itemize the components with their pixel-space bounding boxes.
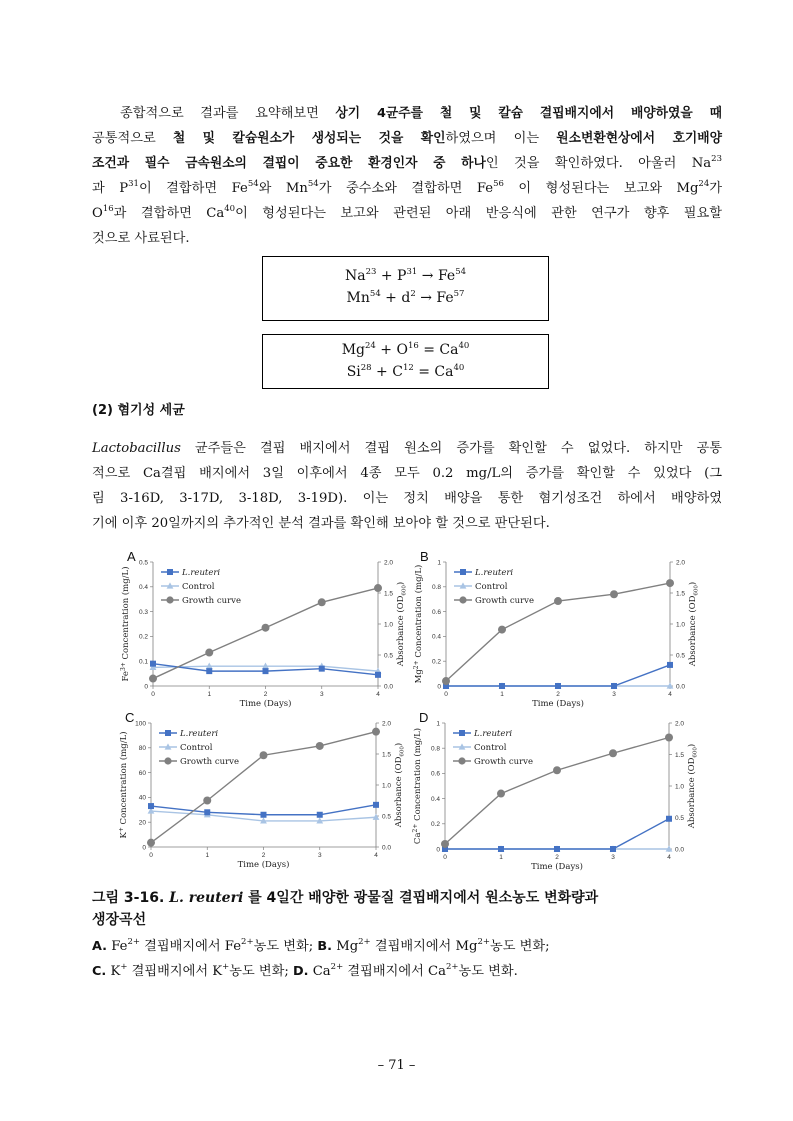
x-tick-label: 0 <box>443 854 447 861</box>
chart-panel-a <box>115 545 408 713</box>
data-point-lreuteri <box>204 809 210 815</box>
subcaption-ab <box>92 935 550 954</box>
y2-label-main: Absorbance (OD <box>394 756 404 828</box>
legend-marker-circle <box>458 757 465 764</box>
chart-panel-d <box>410 708 710 880</box>
y-tick-label: 0.4 <box>431 633 441 641</box>
figure-caption <box>92 887 732 931</box>
superscript: + <box>120 962 128 972</box>
superscript: 23 <box>365 267 377 277</box>
y-tick-label: 0.2 <box>430 821 440 829</box>
data-point-growth <box>372 728 380 736</box>
y2-axis-label <box>686 744 699 830</box>
text-run: 농도 변화; <box>489 939 550 954</box>
y-tick-label: 0.8 <box>430 745 440 753</box>
text-line <box>92 201 722 226</box>
y-axis-label <box>412 728 423 844</box>
text-run: 공통적으로 <box>92 131 173 146</box>
text-run: 인 것을 확인하였다. 아울러 Na <box>485 156 712 171</box>
data-point-lreuteri <box>263 668 269 674</box>
text-line <box>92 511 722 536</box>
x-tick-label: 3 <box>611 854 615 861</box>
text-run: 결핍배지에서 K <box>127 964 223 979</box>
superscript: 28 <box>360 363 372 373</box>
superscript: 54 <box>247 179 259 189</box>
bold-run: 조건과 필수 금속원소의 결핍이 중요한 환경인자 중 하나 <box>92 156 486 171</box>
text-line <box>92 486 722 511</box>
text-run: + O <box>375 342 408 358</box>
y-label-sup: 2+ <box>412 823 419 833</box>
data-point-lreuteri <box>611 683 617 689</box>
legend-marker-square <box>167 569 173 575</box>
text-run: 농도 변화; <box>229 964 294 979</box>
text-line <box>92 101 722 126</box>
y2-label-rest: ) <box>688 581 698 586</box>
superscript: 12 <box>402 363 414 373</box>
data-point-growth <box>498 626 506 634</box>
y2-label-sub: 600 <box>693 585 700 596</box>
x-tick-label: 4 <box>668 691 672 698</box>
y-tick-label: 0.6 <box>430 770 440 778</box>
bold-run: 철 및 칼슘원소가 생성되는 것을 확인 <box>172 131 446 146</box>
caption-line2: 생장곡선 <box>92 912 147 928</box>
y2-tick-label: 1.5 <box>675 751 685 759</box>
superscript: 2+ <box>241 937 254 947</box>
text-run: O <box>92 206 103 221</box>
data-point-lreuteri <box>206 668 212 674</box>
bold-run: B. <box>317 939 332 954</box>
y-label-rest: Concentration (mg/L) <box>119 731 129 828</box>
y2-tick-label: 0.0 <box>384 683 394 691</box>
text-run: 종합적으로 결과를 요약해보면 <box>120 106 336 121</box>
legend-label: Control <box>180 743 213 753</box>
x-tick-label: 4 <box>376 691 380 698</box>
text-run: Mg <box>341 342 365 358</box>
y2-tick-label: 0.5 <box>382 813 392 821</box>
y2-label-rest: ) <box>687 743 697 748</box>
superscript: 40 <box>458 341 470 351</box>
data-point-lreuteri <box>555 683 561 689</box>
data-point-lreuteri <box>498 846 504 852</box>
y-tick-label: 20 <box>138 819 146 827</box>
legend-marker-circle <box>459 596 466 603</box>
y-axis-label <box>118 731 129 838</box>
summary-paragraph <box>92 101 722 251</box>
data-point-lreuteri <box>667 662 673 668</box>
data-point-growth <box>609 749 617 757</box>
text-line <box>92 126 722 151</box>
text-run: 하였으며 이는 <box>445 131 557 146</box>
anaerobic-paragraph <box>92 436 722 536</box>
y2-tick-label: 1.5 <box>676 590 686 598</box>
legend-label: Growth curve <box>475 596 534 606</box>
y-tick-label: 0.1 <box>138 658 148 666</box>
y-tick-label: 0.5 <box>138 559 148 567</box>
text-run: K <box>106 964 121 979</box>
data-point-lreuteri <box>261 812 267 818</box>
y2-tick-label: 0.5 <box>384 652 394 660</box>
data-point-growth <box>149 675 157 683</box>
legend-label: Growth curve <box>474 757 533 767</box>
text-run: Na <box>344 268 366 284</box>
y-label-sup: 2+ <box>413 660 420 670</box>
data-point-growth <box>610 590 618 598</box>
y-tick-label: 0.4 <box>430 795 440 803</box>
bold-run: C. <box>92 964 107 979</box>
text-line <box>92 151 722 176</box>
text-run: = Ca <box>418 342 459 358</box>
x-tick-label: 4 <box>374 852 378 859</box>
y2-label-rest: ) <box>394 742 404 747</box>
y-tick-label: 0.3 <box>138 608 148 616</box>
text-run: = Ca <box>413 364 454 380</box>
data-point-growth <box>553 766 561 774</box>
y2-tick-label: 0.0 <box>676 683 686 691</box>
data-point-lreuteri <box>373 802 379 808</box>
y2-tick-label: 1.5 <box>382 751 392 759</box>
y-tick-label: 1 <box>437 559 441 567</box>
y2-label-sub: 600 <box>399 746 406 757</box>
page-number: – 71 – <box>377 1058 416 1073</box>
text-run: Mg <box>332 939 359 954</box>
y2-tick-label: 2.0 <box>382 720 392 728</box>
legend-marker-square <box>460 569 466 575</box>
data-point-lreuteri <box>554 846 560 852</box>
y2-tick-label: 1.5 <box>384 590 394 598</box>
text-line <box>263 361 548 383</box>
data-point-growth <box>497 790 505 798</box>
superscript: 31 <box>128 179 139 189</box>
y2-tick-label: 0.0 <box>675 846 685 854</box>
y2-tick-label: 0.0 <box>382 844 392 852</box>
text-run: 이 형성된다는 보고와 Mg <box>503 181 699 196</box>
data-point-growth <box>554 597 562 605</box>
x-tick-label: 3 <box>319 691 324 698</box>
legend-marker-circle <box>166 596 173 603</box>
data-point-growth <box>665 733 673 741</box>
text-run: 이 결합하면 Fe <box>138 181 248 196</box>
y-tick-label: 60 <box>138 769 146 777</box>
y2-tick-label: 1.0 <box>382 782 392 790</box>
text-run: 농도 변화. <box>458 964 518 979</box>
x-tick-label: 4 <box>667 854 671 861</box>
y-axis-label <box>120 566 131 681</box>
x-axis-label: Time (Days) <box>239 699 292 709</box>
data-point-lreuteri <box>150 661 156 667</box>
data-point-growth <box>374 584 382 592</box>
x-tick-label: 2 <box>263 691 268 698</box>
y-label-rest: Concentration (mg/L) <box>413 727 423 824</box>
data-point-growth <box>262 624 270 632</box>
text-run: + d <box>380 290 411 306</box>
y-tick-label: 0 <box>436 846 440 854</box>
y-tick-label: 0.2 <box>431 658 441 666</box>
superscript: 54 <box>369 289 381 299</box>
x-tick-label: 2 <box>261 852 266 859</box>
text-run: 와 Mn <box>258 181 308 196</box>
x-tick-label: 1 <box>207 691 212 698</box>
data-point-lreuteri <box>610 846 616 852</box>
text-run: 가 중수소와 결합하면 Fe <box>318 181 494 196</box>
y-label-rest: Concentration (mg/L) <box>121 566 131 663</box>
text-run: → Fe <box>415 290 454 306</box>
superscript: 23 <box>711 154 722 164</box>
y2-label-rest: ) <box>396 581 406 586</box>
text-run: + C <box>371 364 403 380</box>
legend-label: L.reuteri <box>474 729 513 739</box>
data-point-growth <box>316 742 324 750</box>
text-run: 결핍배지에서 Fe <box>139 939 242 954</box>
y2-label-sub: 600 <box>692 747 699 758</box>
superscript: 2+ <box>127 937 140 947</box>
data-point-growth <box>203 797 211 805</box>
legend-label: L.reuteri <box>180 729 219 739</box>
text-line <box>92 461 722 486</box>
data-point-lreuteri <box>375 672 381 678</box>
y2-tick-label: 2.0 <box>675 720 685 728</box>
data-point-lreuteri <box>148 803 154 809</box>
y-label-sup: + <box>118 827 125 833</box>
y-tick-label: 0.2 <box>138 633 148 641</box>
text-run: → Fe <box>417 268 456 284</box>
legend-marker-square <box>459 730 465 736</box>
superscript: 2 <box>410 289 416 299</box>
data-point-growth <box>442 677 450 685</box>
bold-run: D. <box>293 964 309 979</box>
x-tick-label: 1 <box>500 691 504 698</box>
y2-tick-label: 0.5 <box>675 814 685 822</box>
text-run: 과 결합하면 Ca <box>113 206 225 221</box>
x-axis-label: Time (Days) <box>531 862 583 872</box>
y-tick-label: 0.8 <box>431 584 441 592</box>
y-tick-label: 0.4 <box>138 584 148 592</box>
text-run: 결핍배지에서 Mg <box>370 939 478 954</box>
superscript: 2+ <box>477 937 490 947</box>
panel-letter: D <box>419 710 429 725</box>
legend-label: Growth curve <box>180 757 239 767</box>
data-point-lreuteri <box>499 683 505 689</box>
x-tick-label: 2 <box>555 854 559 861</box>
data-point-growth <box>147 839 155 847</box>
italic-run: Lactobacillus <box>92 441 181 456</box>
text-run: 기에 이후 20일까지의 추가적인 분석 결과를 확인해 보아야 할 것으로 판단된다. <box>92 516 550 531</box>
text-run: Ca <box>308 964 331 979</box>
text-line <box>263 265 548 287</box>
bold-run: A. <box>92 939 108 954</box>
text-run: 이 형성된다는 보고와 관련된 아래 반응식에 관한 연구가 향후 필요할 <box>235 206 722 221</box>
superscript: + <box>222 962 230 972</box>
y-tick-label: 40 <box>138 794 146 802</box>
data-point-lreuteri <box>666 816 672 822</box>
data-point-growth <box>441 840 449 848</box>
caption-prefix: 그림 3-16. <box>92 890 170 906</box>
y2-tick-label: 0.5 <box>676 652 686 660</box>
superscript: 54 <box>455 267 467 277</box>
text-run: 적으로 Ca결핍 배지에서 3일 이후에서 4종 모두 0.2 mg/L의 증가를 확인할 수 있었다 (그 <box>92 466 722 481</box>
subcaption-cd <box>92 960 518 979</box>
text-line <box>92 176 722 201</box>
panel-letter: C <box>125 710 135 725</box>
y2-label-main: Absorbance (OD <box>688 595 698 667</box>
superscript: 54 <box>307 179 319 189</box>
data-point-lreuteri <box>317 812 323 818</box>
superscript: 57 <box>453 289 465 299</box>
y-tick-label: 0.6 <box>431 608 441 616</box>
legend-label: Control <box>474 743 507 753</box>
x-tick-label: 0 <box>149 852 153 859</box>
y-axis-label <box>413 565 424 684</box>
text-run: 림 3-16D, 3-17D, 3-18D, 3-19D). 이는 정치 배양을 통한 혐기성조건 하에서 배양하였 <box>92 491 722 506</box>
legend-label: L.reuteri <box>475 568 514 578</box>
y2-label-sub: 600 <box>401 585 408 596</box>
text-run: 농도 변화; <box>253 939 318 954</box>
y-tick-label: 100 <box>135 720 146 728</box>
caption-species: L. reuteri <box>169 890 244 906</box>
y2-tick-label: 1.0 <box>676 621 686 629</box>
text-run: Mn <box>346 290 370 306</box>
data-point-growth <box>260 751 268 759</box>
section-heading-anaerobic: (2) 혐기성 세균 <box>92 403 185 418</box>
y2-axis-label <box>393 743 406 829</box>
bold-run: 상기 4균주를 철 및 칼슘 결핍배지에서 배양하였을 때 <box>335 106 722 121</box>
x-tick-label: 1 <box>205 852 210 859</box>
data-point-growth <box>666 579 674 587</box>
x-tick-label: 0 <box>444 691 448 698</box>
text-line <box>263 287 548 309</box>
superscript: 40 <box>453 363 465 373</box>
y-label-main: Mg <box>414 669 424 684</box>
text-run: 가 <box>709 181 722 196</box>
panel-letter: A <box>127 549 136 564</box>
text-line <box>92 226 722 251</box>
equation-box-iron <box>262 256 549 321</box>
y2-tick-label: 1.0 <box>675 783 685 791</box>
x-tick-label: 3 <box>612 691 616 698</box>
chart-panel-b <box>410 545 710 713</box>
x-tick-label: 3 <box>317 852 322 859</box>
y-label-main: Ca <box>413 832 423 845</box>
y2-tick-label: 2.0 <box>384 559 394 567</box>
text-line <box>263 339 548 361</box>
superscript: 24 <box>698 179 710 189</box>
x-tick-label: 0 <box>151 691 155 698</box>
text-run: 과 P <box>92 181 129 196</box>
superscript: 40 <box>224 204 236 214</box>
superscript: 2+ <box>445 962 459 972</box>
y2-tick-label: 2.0 <box>676 559 686 567</box>
data-point-growth <box>205 649 213 657</box>
superscript: 31 <box>406 267 418 277</box>
y-tick-label: 80 <box>138 745 146 753</box>
y-tick-label: 0 <box>142 844 146 852</box>
y2-tick-label: 1.0 <box>384 621 394 629</box>
y-tick-label: 1 <box>436 720 440 728</box>
text-run: Si <box>346 364 361 380</box>
text-run: + P <box>376 268 407 284</box>
y2-label-main: Absorbance (OD <box>396 595 406 667</box>
superscript: 24 <box>365 341 376 351</box>
y2-label-main: Absorbance (OD <box>687 757 697 829</box>
y2-axis-label <box>395 582 408 668</box>
text-run: 것으로 사료된다. <box>92 231 190 246</box>
y-label-sup: 3+ <box>120 662 127 672</box>
superscript: 16 <box>102 204 114 214</box>
data-point-lreuteri <box>319 666 325 672</box>
bold-run: 원소변환현상에서 호기배양 <box>556 131 723 146</box>
x-tick-label: 1 <box>499 854 503 861</box>
chart-panel-c <box>115 708 405 880</box>
x-tick-label: 2 <box>556 691 560 698</box>
x-axis-label: Time (Days) <box>532 699 584 709</box>
legend-label: Growth curve <box>182 596 241 606</box>
y-tick-label: 0 <box>144 683 148 691</box>
superscript: 2+ <box>358 937 371 947</box>
series-line-circle <box>445 737 669 843</box>
x-axis-label: Time (Days) <box>237 860 290 870</box>
y-tick-label: 0 <box>437 683 441 691</box>
superscript: 56 <box>493 179 504 189</box>
text-line <box>92 436 722 461</box>
y-label-rest: Concentration (mg/L) <box>414 564 424 661</box>
legend-label: L.reuteri <box>182 568 221 578</box>
text-run: 균주들은 결핍 배지에서 결핍 원소의 증가를 확인할 수 없었다. 하지만 공통 <box>180 441 722 456</box>
legend-label: Control <box>475 582 508 592</box>
y2-axis-label <box>687 582 700 668</box>
superscript: 2+ <box>330 962 344 972</box>
text-run: Fe <box>107 939 128 954</box>
text-run: 결핍배지에서 Ca <box>343 964 446 979</box>
data-point-growth <box>318 598 326 606</box>
legend-label: Control <box>182 582 215 592</box>
legend-marker-circle <box>164 757 171 764</box>
y-label-main: Fe <box>121 671 131 682</box>
series-line-square <box>445 819 669 849</box>
panel-letter: B <box>420 549 429 564</box>
superscript: 16 <box>407 341 419 351</box>
equation-box-calcium <box>262 334 549 389</box>
legend-marker-square <box>165 730 171 736</box>
caption-rest: 를 4일간 배양한 광물질 결핍배지에서 원소농도 변화량과 <box>243 890 599 906</box>
y-label-main: K <box>119 832 129 839</box>
